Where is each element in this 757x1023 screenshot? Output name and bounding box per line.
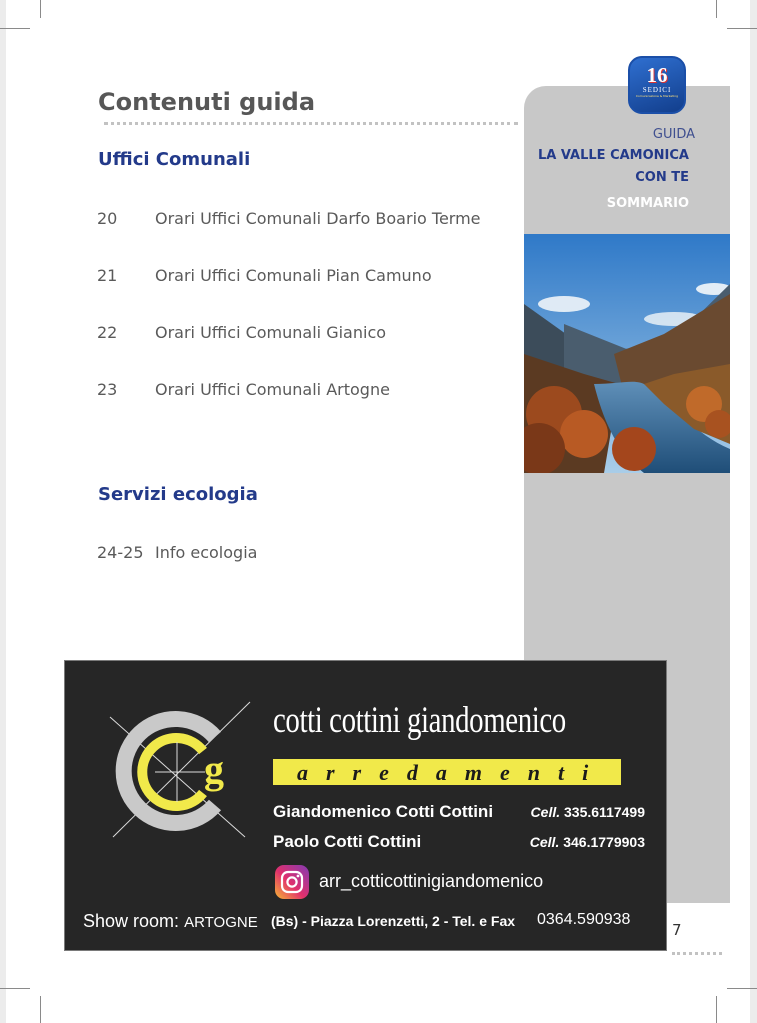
crop-mark	[40, 996, 41, 1023]
toc-entry-text: Orari Uffici Comunali Artogne	[155, 380, 390, 399]
toc-page-number: 20	[97, 209, 118, 228]
logo-number: 16	[646, 63, 668, 87]
ad-brand-name: cotti cottini giandomenico	[273, 700, 566, 741]
crop-mark	[727, 988, 757, 989]
instagram-handle: arr_cotticottinigiandomenico	[319, 871, 544, 891]
section-title-ecologia: Servizi ecologia	[98, 484, 258, 505]
ad-subbrand-bar	[273, 759, 621, 785]
instagram-glyph	[275, 865, 309, 899]
toc-entry-text: Orari Uffici Comunali Gianico	[155, 323, 387, 342]
ad-showroom-town: ARTOGNE	[184, 914, 258, 931]
cg-logo	[105, 697, 255, 847]
toc-entry-text: Orari Uffici Comunali Darfo Boario Terme	[155, 209, 481, 228]
page-number: 7	[672, 921, 682, 939]
ad-cell-label: Cell.	[529, 834, 560, 850]
ad-contact-cell	[531, 804, 645, 820]
toc-entry-text: Info ecologia	[155, 543, 258, 562]
toc-page-number: 22	[97, 323, 118, 342]
logo-tagline: Comunicazione & Marketing	[635, 94, 679, 98]
toc-page-number: 21	[97, 266, 118, 285]
toc-entry	[97, 209, 481, 228]
toc-entry	[97, 380, 390, 399]
sidebar-title-line1: LA VALLE CAMONICA	[538, 148, 689, 163]
ad-contact-cell	[530, 834, 645, 850]
crop-mark	[0, 28, 30, 29]
title-divider	[104, 122, 518, 125]
crop-mark	[716, 996, 717, 1023]
ad-cell-number: 346.1779903	[563, 834, 645, 850]
toc-page-number: 24-25	[97, 543, 144, 562]
valley-river-photo	[524, 234, 730, 473]
ad-contact-name: Giandomenico Cotti Cottini	[273, 802, 494, 821]
ad-contact-name: Paolo Cotti Cottini	[273, 832, 422, 851]
toc-entry	[97, 543, 257, 562]
toc-entry-text: Orari Uffici Comunali Pian Camuno	[155, 266, 432, 285]
sidebar-guida-label: GUIDA	[652, 127, 695, 142]
crop-mark	[0, 988, 30, 989]
toc-entry	[97, 266, 432, 285]
crop-mark	[40, 0, 41, 18]
sidebar-title-line2: CON TE	[635, 170, 689, 185]
page-number-divider	[672, 952, 722, 955]
ad-showroom-label: Show room:	[83, 911, 180, 931]
sedici-logo	[628, 56, 686, 114]
ad-showroom	[83, 911, 258, 932]
sidebar-sommario-label: SOMMARIO	[606, 196, 689, 211]
landscape-illustration	[524, 234, 730, 473]
ad-address: (Bs) - Piazza Lorenzetti, 2 - Tel. e Fax	[271, 913, 516, 929]
ad-subbrand: arredamenti	[297, 760, 607, 785]
instagram-icon	[275, 865, 309, 899]
cg-logo-letter: g	[204, 747, 224, 792]
advertisement-banner	[64, 660, 667, 951]
ad-cell-number: 335.6117499	[564, 804, 645, 820]
crop-mark	[727, 28, 757, 29]
logo-word: SEDICI	[642, 86, 672, 94]
ad-phone: 0364.590938	[537, 911, 631, 928]
toc-entry	[97, 323, 386, 342]
toc-page-number: 23	[97, 380, 118, 399]
page-title: Contenuti guida	[98, 88, 316, 116]
ad-cell-label: Cell.	[530, 804, 561, 820]
section-title-uffici: Uffici Comunali	[98, 149, 251, 170]
crop-mark	[716, 0, 717, 18]
sidebar-guide-title	[489, 145, 689, 189]
